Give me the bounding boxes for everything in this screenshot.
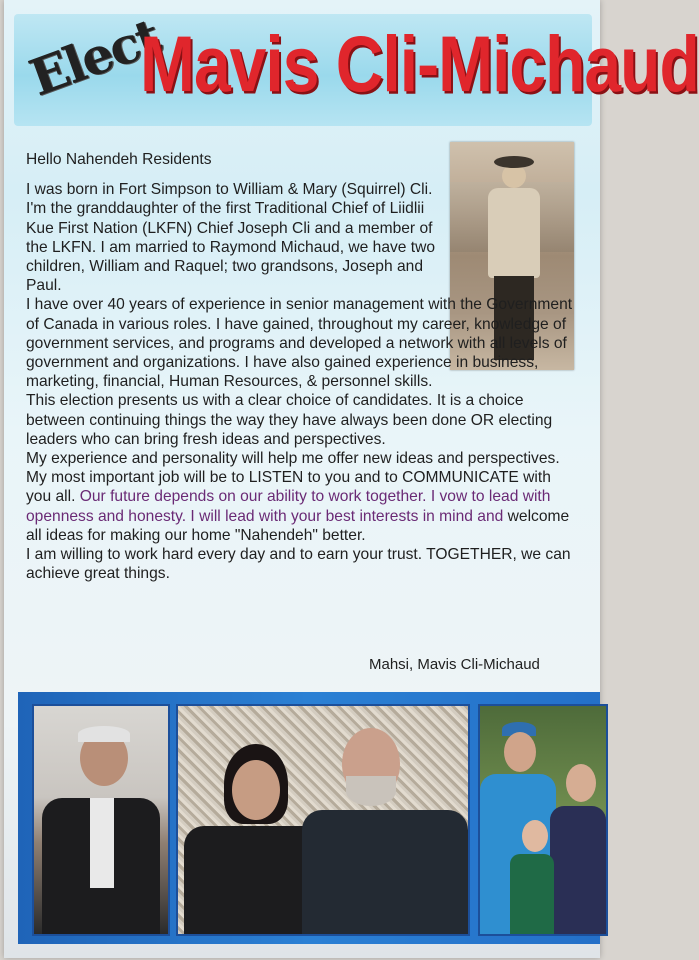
vision-text-highlight: Our future depends on our ability to work together. I vow to lead with openness and honesty. I will lead with your best interests in mind and <box>26 488 551 525</box>
signoff: Mahsi, Mavis Cli-Michaud <box>369 656 540 673</box>
candidate-name: Mavis Cli-Michaud <box>140 19 699 109</box>
child-shirt <box>510 854 554 934</box>
paragraph-election: This election presents us with a clear choice of candidates. It is a choice between continuing things the way they have always been done OR electing leaders who can bring fresh ideas and perspectives. <box>26 392 553 448</box>
paragraph-commitment: I am willing to work hard every day and to earn your trust. TOGETHER, we can achieve great things. <box>26 546 571 583</box>
child-face <box>522 820 548 852</box>
paragraph-experience: I have over 40 years of experience in senior management with the Government of Canada in various roles. I have gained, throughout my career, knowledge of government services, and programs and developed a network with all levels of government and organizations. I have also gained experience in business, marketing, financial, Human Resources, & personnel skills. <box>26 296 573 391</box>
vision-text-end: welcome all ideas for making our home "Nahendeh" better. <box>26 507 570 544</box>
elder-photo <box>32 704 170 936</box>
boy-face <box>566 764 596 802</box>
man-beard <box>346 776 396 806</box>
elder-shirt <box>90 798 114 888</box>
woman-face <box>232 760 280 820</box>
paragraph-vision <box>26 449 574 545</box>
man-face <box>504 732 536 772</box>
man-shirt <box>302 810 468 934</box>
letter-body <box>26 150 574 583</box>
family-photo <box>478 704 608 936</box>
elect-word: Elect <box>22 6 167 108</box>
paragraph-background: I was born in Fort Simpson to William & Mary (Squirrel) Cli. I'm the granddaughter of the first Traditional Chief of Liidlii Kue First Nation (LKFN) Chief Joseph Cli and a member of the LKFN. I am married to Raymond Michaud, we have two children, William and Raquel; two grandsons, Joseph and Paul. <box>26 181 436 295</box>
greeting: Hello Nahendeh Residents <box>26 151 212 168</box>
flyer-page <box>4 0 699 958</box>
elder-hair <box>78 726 130 742</box>
boy-shirt <box>550 806 606 934</box>
vision-text-start: My experience and personality will help me offer new ideas and perspectives. My most important job will be to LISTEN to you and to COMMUNICATE with you all. <box>26 450 560 506</box>
couple-photo <box>176 704 470 936</box>
